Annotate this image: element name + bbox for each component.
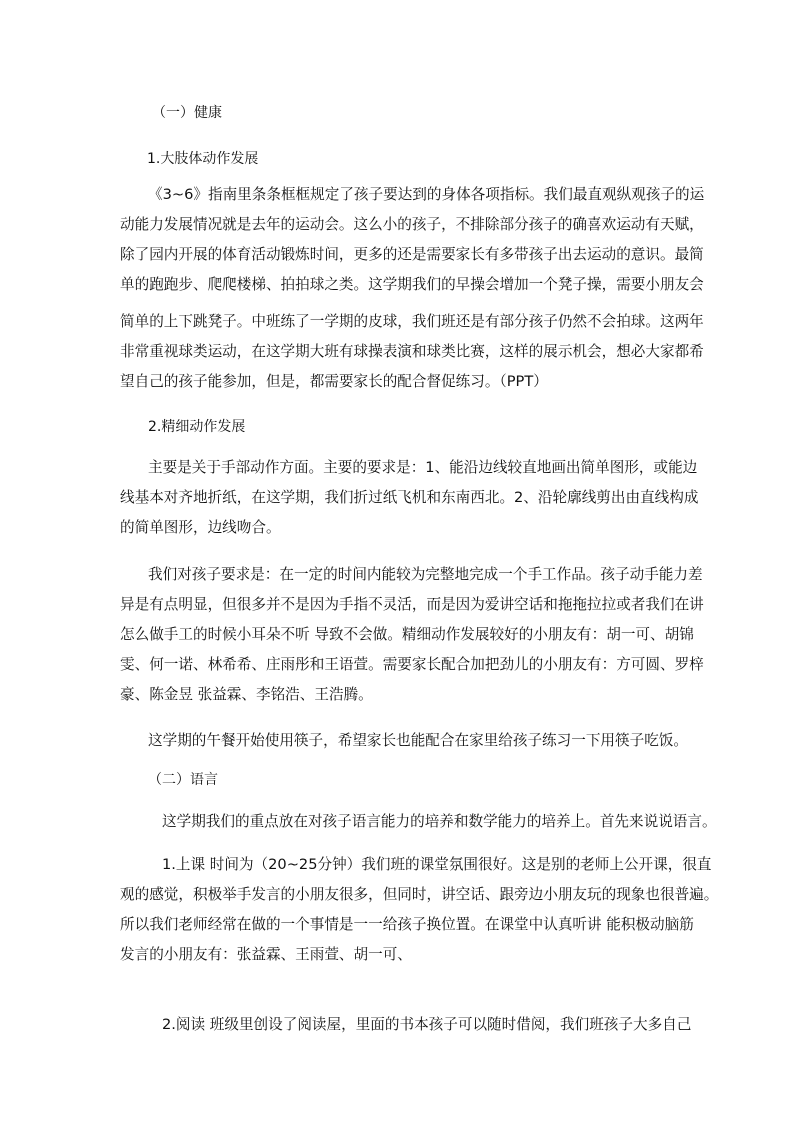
paragraph-line: 我们对孩子要求是：在一定的时间内能较为完整地完成一个手工作品。孩子动手能力差 bbox=[148, 566, 703, 583]
paragraph-line: 的简单图形，边线吻合。 bbox=[120, 519, 281, 536]
paragraph-line: 雯、何一诺、林希希、庄雨彤和王语萱。需要家长配合加把劲儿的小朋友有：方可圆、罗梓 bbox=[120, 656, 704, 673]
paragraph-line: 简单的上下跳凳子。中班练了一学期的皮球，我们班还是有部分孩子仍然不会拍球。这两年 bbox=[120, 313, 704, 330]
paragraph-line: 非常重视球类运动，在这学期大班有球操表演和球类比赛，这样的展示机会，想必大家都希 bbox=[120, 343, 704, 360]
paragraph-line: 异是有点明显，但很多并不是因为手指不灵活，而是因为爱讲空话和拖拖拉拉或者我们在讲 bbox=[120, 596, 704, 613]
section-heading-health: （一）健康 bbox=[152, 105, 222, 121]
paragraph-line: 1.上课 时间为（20~25分钟）我们班的课堂氛围很好。这是别的老师上公开课，很直 bbox=[162, 856, 712, 873]
item-title-gross-motor: 1.大肢体动作发展 bbox=[147, 151, 259, 167]
item-title-fine-motor: 2.精细动作发展 bbox=[148, 419, 246, 435]
paragraph-line: 单的跑跑步、爬爬楼梯、拍拍球之类。这学期我们的早操会增加一个凳子操，需要小朋友会 bbox=[120, 276, 704, 293]
paragraph-line: 所以我们老师经常在做的一个事情是一一给孩子换位置。在课堂中认真听讲 能积极动脑筋 bbox=[120, 916, 694, 933]
paragraph-line: 望自己的孩子能参加，但是，都需要家长的配合督促练习。（PPT） bbox=[120, 373, 548, 390]
paragraph-line: 豪、陈金昱 张益霖、李铭浩、王浩腾。 bbox=[120, 686, 373, 703]
paragraph-line: 线基本对齐地折纸，在这学期，我们折过纸飞机和东南西北。2、沿轮廓线剪出由直线构成 bbox=[120, 489, 699, 506]
paragraph-line: 这学期的午餐开始使用筷子，希望家长也能配合在家里给孩子练习一下用筷子吃饭。 bbox=[148, 732, 688, 749]
paragraph-line: 这学期我们的重点放在对孩子语言能力的培养和数学能力的培养上。首先来说说语言。 bbox=[162, 813, 717, 830]
paragraph-line: 除了园内开展的体育活动锻炼时间，更多的还是需要家长有多带孩子出去运动的意识。最简 bbox=[120, 246, 704, 263]
paragraph-line: 观的感觉，积极举手发言的小朋友很多，但同时，讲空话、跟旁边小朋友玩的现象也很普遍。 bbox=[120, 886, 719, 903]
paragraph-line: 动能力发展情况就是去年的运动会。这么小的孩子，不排除部分孩子的确喜欢运动有天赋， bbox=[120, 216, 704, 233]
paragraph-line: 2.阅读 班级里创设了阅读屋，里面的书本孩子可以随时借阅，我们班孩子大多自己 bbox=[162, 1016, 692, 1033]
paragraph-line: 主要是关于手部动作方面。主要的要求是：1、能沿边线较直地画出简单图形，或能边 bbox=[148, 459, 698, 476]
paragraph-line: 发言的小朋友有：张益霖、王雨萱、胡一可、 bbox=[120, 946, 412, 963]
paragraph-line: 《3~6》指南里条条框框规定了孩子要达到的身体各项指标。我们最直观纵观孩子的运 bbox=[148, 186, 705, 203]
paragraph-line: 怎么做手工的时候小耳朵不听 导致不会做。精细动作发展较好的小朋友有：胡一可、胡锦 bbox=[120, 626, 694, 643]
section-heading-language: （二）语言 bbox=[148, 772, 218, 788]
